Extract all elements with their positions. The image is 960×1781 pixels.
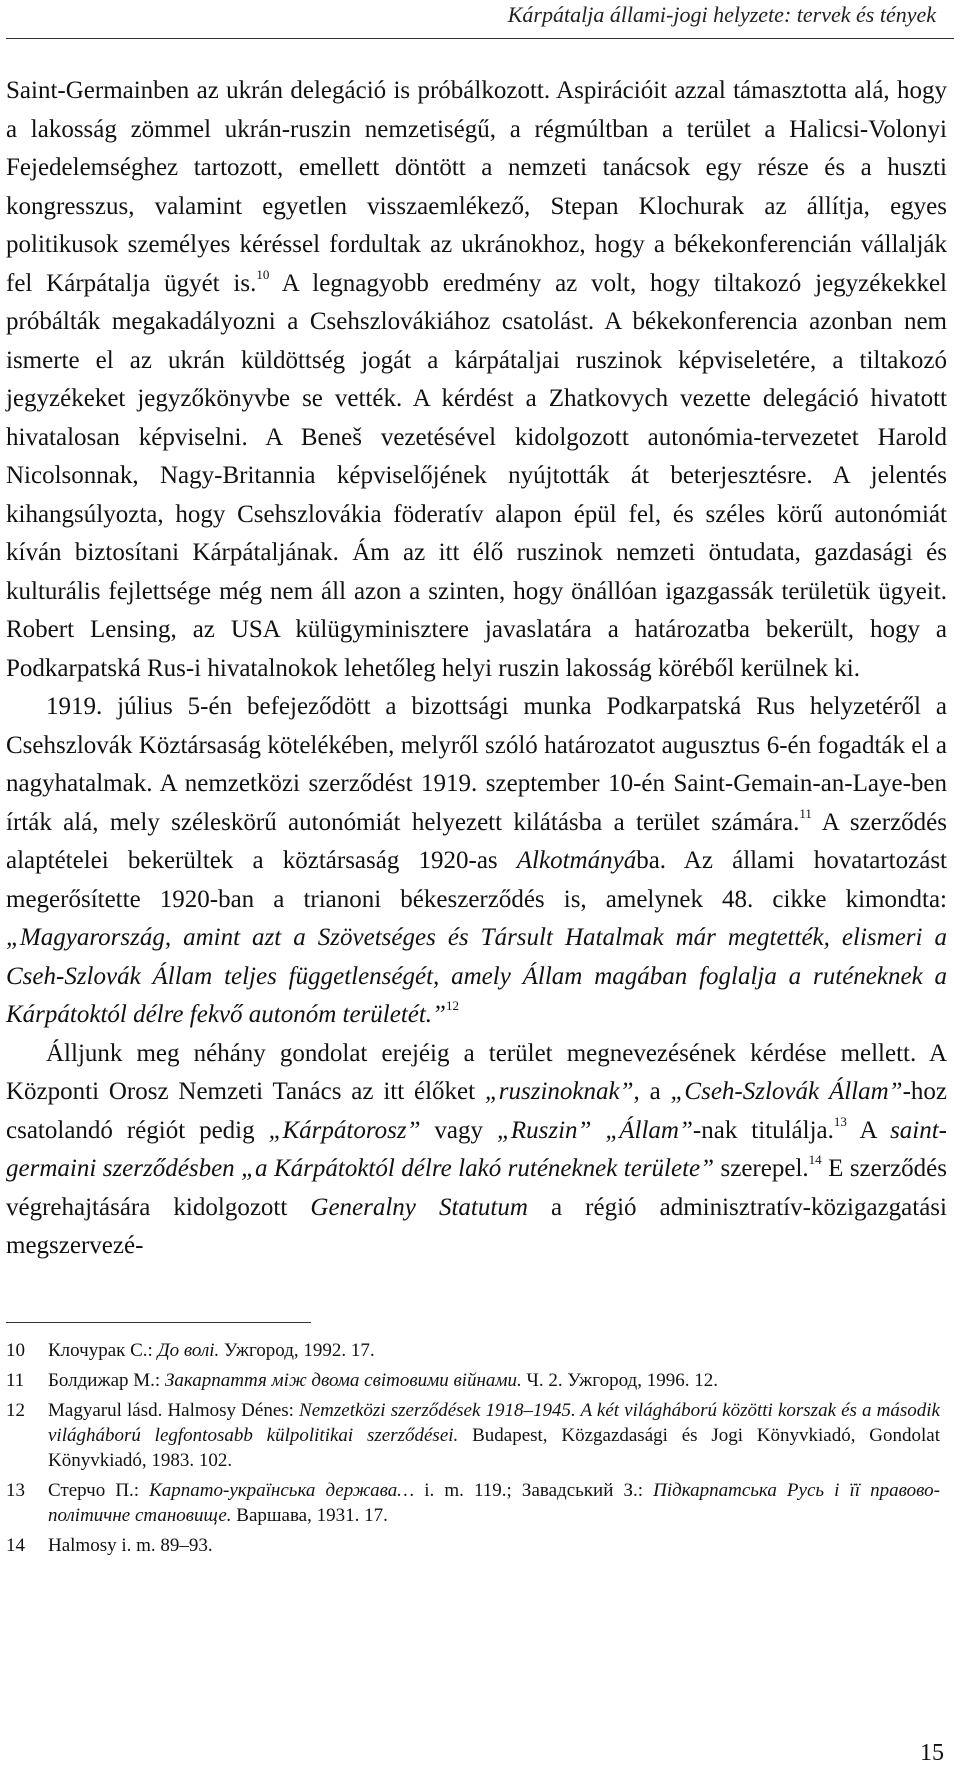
text-run: szerepel. bbox=[714, 1155, 809, 1182]
footnote-rule bbox=[6, 1322, 311, 1323]
italic-text: „Kárpátorosz” bbox=[268, 1116, 421, 1144]
header-rule bbox=[6, 38, 954, 39]
text-run: 1919. július 5-én befejeződött a bizottsági munka Podkarpatská Rus helyzetéről a Csehszlovák Köztársaság kötelékében, melyről szóló határozatot augusztus 6-én fogadták el a nagyhatalmak. A nemzetközi szerződést 1919. szeptember 10-én Saint-Gemain-an-Laye-ben írták alá, mely széleskörű autonómiát helyezett kilátásba a terület számára. bbox=[6, 693, 947, 836]
main-text bbox=[6, 72, 947, 1266]
footnote-text bbox=[48, 1368, 940, 1393]
footnote-ref: 13 bbox=[833, 1113, 847, 1129]
page-number: 15 bbox=[920, 1740, 944, 1766]
text-run: Болдижар М.: bbox=[48, 1370, 165, 1391]
text-run: Magyarul lásd. Halmosy Dénes: bbox=[48, 1400, 300, 1421]
italic-text: Закарпаття між двома світовими війнами. bbox=[164, 1370, 522, 1391]
text-run: A bbox=[846, 1116, 891, 1144]
text-run: ba. Az állami hovatartozást megerősítette 1920-ban a trianoni békeszerződés is, amelynek 48. cikke kimondta: bbox=[6, 847, 947, 913]
italic-text: saint-germaini szerződésben „a Kárpátoktól délre lakó ruténeknek területe” bbox=[6, 1116, 948, 1182]
footnote-text bbox=[48, 1478, 940, 1528]
italic-text: „Ruszin” „Állam” bbox=[496, 1116, 693, 1144]
footnote bbox=[6, 1368, 940, 1393]
text-run: -hoz csatolandó régiót pedig bbox=[6, 1078, 947, 1144]
text-run: Budapest, Közgazdasági és Jogi Könyvkiadó, Gondolat Könyvkiadó, 1983. 102. bbox=[48, 1425, 941, 1471]
text-run: Ужгород, 1992. 17. bbox=[219, 1340, 375, 1361]
footnote-ref: 12 bbox=[445, 998, 459, 1013]
text-run: A szerződés alaptételei bekerültek a köztársaság 1920-as bbox=[6, 808, 947, 874]
footnote bbox=[6, 1398, 940, 1473]
footnote-text bbox=[48, 1398, 940, 1473]
text-run: Ч. 2. Ужгород, 1996. 12. bbox=[521, 1370, 718, 1391]
footnote-number: 14 bbox=[6, 1535, 25, 1556]
footnote-number: 13 bbox=[6, 1480, 25, 1501]
footnote-ref: 11 bbox=[799, 805, 812, 821]
text-run: Клочурак С.: bbox=[48, 1340, 158, 1361]
italic-text: „Cseh-Szlovák Állam” bbox=[670, 1078, 903, 1105]
text-run: Стерчо П.: bbox=[48, 1480, 150, 1501]
paragraph bbox=[6, 72, 947, 688]
footnotes bbox=[6, 1338, 940, 1563]
text-run: i. m. 119.; Завадський З.: bbox=[414, 1480, 654, 1501]
italic-text: Alkotmányá bbox=[516, 847, 637, 874]
footnote-number: 11 bbox=[6, 1370, 25, 1391]
footnote-ref: 10 bbox=[256, 266, 270, 282]
footnote-ref: 14 bbox=[808, 1152, 822, 1167]
italic-text: Nemzetközi szerződések 1918–1945. A két világháború közötti korszak és a második világháború legfontosabb külpolitikai szerződései. bbox=[48, 1400, 940, 1446]
text-run: Варшава, 1931. 17. bbox=[231, 1505, 388, 1526]
text-run: -nak titulálja. bbox=[692, 1116, 834, 1144]
text-run: Álljunk meg néhány gondolat erejéig a terület megnevezésének kérdése mellett. A Központi Orosz Nemzeti Tanács az itt élőket bbox=[6, 1039, 947, 1105]
italic-text: „Magyarország, amint azt a Szövetséges és Társult Hatalmak már megtették, elismeri a Cseh-Szlovák Állam teljes függetlenségét, amely Állam magában foglalja a ruténeknek a Kárpátoktól délre fekvő autonóm területét.” bbox=[6, 924, 947, 1028]
footnote-text bbox=[48, 1338, 940, 1363]
text-run: a régió adminisztratív-közigazgatási megszervezé- bbox=[6, 1193, 947, 1259]
footnote bbox=[6, 1338, 940, 1363]
text-run: E szerződés végrehajtására kidolgozott bbox=[6, 1155, 947, 1221]
text-run: Saint-Germainben az ukrán delegáció is próbálkozott. Aspirációit azzal támasztotta alá, hogy a lakosság zömmel ukrán-ruszin nemzetiségű, a régmúltban a terület a Halicsi-Volonyi Fejedelemséghez tartozott, emellett döntött a nemzeti tanácsok egy része és a huszti kongresszus, valamint egyetlen visszaemlékező, Stepan Klochurak az állítja, egyes politikusok személyes kéréssel fordultak az ukránokhoz, hogy a békekonferencián vállalják fel Kárpátalja ügyét is. bbox=[6, 77, 947, 297]
text-run: vagy bbox=[420, 1116, 497, 1144]
footnote-text bbox=[48, 1533, 940, 1558]
italic-text: До волі. bbox=[157, 1340, 220, 1361]
footnote bbox=[6, 1533, 940, 1558]
italic-text: Generalny Statutum bbox=[310, 1193, 528, 1221]
footnote-number: 12 bbox=[6, 1400, 25, 1421]
text-run: A legnagyobb eredmény az volt, hogy tiltakozó jegyzékekkel próbálták megakadályozni a Csehszlovákiához csatolást. A békekonferencia azonban nem ismerte el az ukrán küldöttség jogát a kárpátaljai ruszinok képviseletére, a tiltakozó jegyzékeket jegyzőkönyvbe se vették. A kérdést a Zhatkovych vezette delegáció hivatott hivatalosan képviselni. A Beneš vezetésével kidolgozott autonómia-tervezetet Harold Nicolsonnak, Nagy-Britannia képviselőjének nyújtották át beterjesztésre. A jelentés kihangsúlyozta, hogy Csehszlovákia föderatív alapon épül fel, és széles körű autonómiát kíván biztosítani Kárpátaljának. Ám az itt élő ruszinok nemzeti öntudata, gazdasági és kulturális fejlettsége még nem áll azon a szinten, hogy önállóan igazgassák területük ügyeit. Robert Lensing, az USA külügyminisztere javaslatára a határozatba bekerült, hogy a Podkarpatská Rus-i hivatalnokok lehetőleg helyi ruszin lakosság köréből kerülnek ki. bbox=[6, 269, 947, 682]
italic-text: Підкарпатська Русь і її правово-політичне становище. bbox=[48, 1480, 940, 1526]
paragraph bbox=[6, 1035, 947, 1266]
text-run: Halmosy i. m. 89–93. bbox=[48, 1535, 213, 1556]
footnote bbox=[6, 1478, 940, 1528]
footnote-number: 10 bbox=[6, 1340, 25, 1361]
text-run: , a bbox=[633, 1078, 671, 1105]
italic-text: „ruszinoknak” bbox=[484, 1078, 634, 1105]
running-head: Kárpátalja állami-jogi helyzete: tervek és tények bbox=[507, 2, 936, 27]
paragraph bbox=[6, 688, 947, 1035]
italic-text: Карпато-українська держава… bbox=[149, 1480, 415, 1501]
